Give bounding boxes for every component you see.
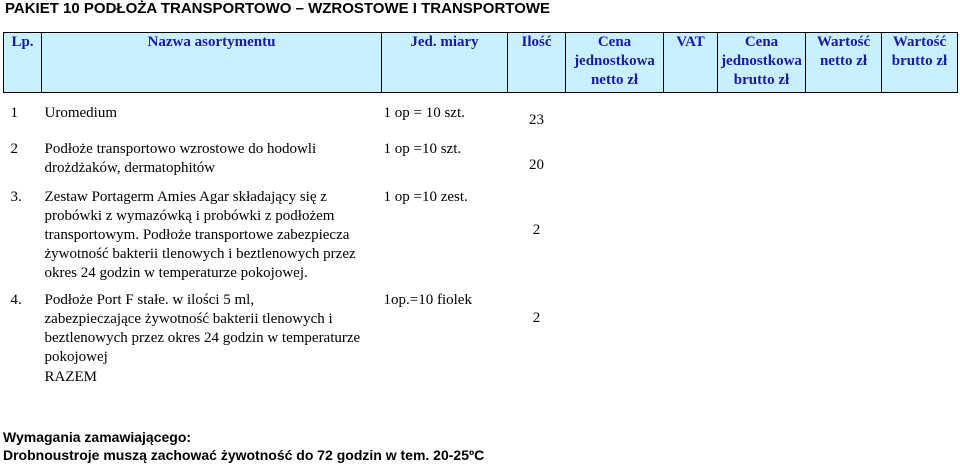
row-unit: 1op.=10 fiolek <box>383 292 472 308</box>
row-lp: 1 <box>10 105 18 121</box>
header-net-price-line: Cena <box>597 34 632 50</box>
header-qty: Ilość <box>508 33 566 93</box>
row-lp: 3. <box>10 189 22 205</box>
row-qty-value: 2 <box>532 222 541 238</box>
row-lp: 2 <box>10 141 18 157</box>
row-qty <box>508 291 566 368</box>
row-name-line: probówki z wymazówką i probówki z podłożem <box>44 208 335 224</box>
requirements-heading: Wymagania zamawiającego: <box>3 429 192 445</box>
row-qty <box>508 104 566 140</box>
row-unit: 1 op =10 zest. <box>383 189 468 205</box>
header-net-price-line: jednostkowa <box>574 53 655 69</box>
table-header-row <box>4 33 958 93</box>
row-qty <box>508 140 566 188</box>
row-name <box>42 188 382 291</box>
total-label: RAZEM <box>44 369 97 385</box>
row-name-line: drożdżaków, dermatophitów <box>44 160 216 176</box>
header-lp: Lp. <box>4 33 42 93</box>
table-row <box>4 140 958 188</box>
row-name-line: zabezpieczające żywotność bakterii tlenowych i <box>44 311 333 327</box>
header-gross-price <box>718 33 806 93</box>
row-name-line: beztlenowych przez okres 24 godzin w temperaturze <box>44 330 361 346</box>
total-row-spacer <box>4 368 42 387</box>
total-row <box>4 368 958 387</box>
row-name-line: okres 24 godzin w temperaturze pokojowej. <box>44 265 308 281</box>
row-name-line: transportowym. Podłoże transportowe zabezpiecza <box>44 227 350 243</box>
row-empty-cells <box>566 291 958 368</box>
product-table <box>3 32 958 387</box>
header-net-value-line: Wartość <box>816 34 871 50</box>
row-unit: 1 op = 10 szt. <box>383 105 465 121</box>
row-empty-cells <box>566 140 958 188</box>
row-qty-value: 23 <box>529 112 544 128</box>
row-qty <box>508 188 566 291</box>
header-net-value <box>806 33 882 93</box>
header-vat: VAT <box>664 33 718 93</box>
header-gross-price-line: brutto zł <box>733 72 790 88</box>
header-name: Nazwa asortymentu <box>42 33 382 93</box>
header-gross-price-line: Cena <box>744 34 779 50</box>
row-empty-cells <box>566 104 958 140</box>
row-name <box>42 140 382 188</box>
header-net-price-line: netto zł <box>590 72 639 88</box>
header-gross-price-line: jednostkowa <box>721 53 802 69</box>
page-title: PAKIET 10 PODŁOŻA TRANSPORTOWO – WZROSTOWE I TRANSPORTOWE <box>5 0 551 17</box>
row-name-line: pokojowej <box>44 349 108 365</box>
header-net-value-line: netto zł <box>819 53 868 69</box>
table-row <box>4 104 958 140</box>
header-unit: Jed. miary <box>382 33 508 93</box>
row-name-line: Podłoże transportowo wzrostowe do hodowli <box>44 141 317 157</box>
total-empty-cells <box>382 368 958 387</box>
row-name-line: Podłoże Port F stałe. w ilości 5 ml, <box>44 292 255 308</box>
row-unit: 1 op =10 szt. <box>383 141 462 157</box>
row-qty-value: 2 <box>532 310 541 326</box>
header-gross-value <box>882 33 958 93</box>
row-name <box>42 104 382 140</box>
row-name-line: Uromedium <box>44 105 117 121</box>
row-name-line: Zestaw Portagerm Amies Agar składający się z <box>44 189 327 205</box>
requirements-note: Drobnoustroje muszą zachować żywotność do 72 godzin w tem. 20-25ºC <box>3 447 485 463</box>
row-name <box>42 291 382 368</box>
table-row <box>4 291 958 368</box>
row-lp: 4. <box>10 292 22 308</box>
row-qty-value: 20 <box>529 157 544 173</box>
row-name-line: żywotność bakterii tlenowych i beztlenowych przez <box>44 246 356 262</box>
row-empty-cells <box>566 188 958 291</box>
table-row <box>4 188 958 291</box>
header-net-price <box>566 33 664 93</box>
header-gross-value-line: Wartość <box>892 34 947 50</box>
header-gross-value-line: brutto zł <box>891 53 948 69</box>
